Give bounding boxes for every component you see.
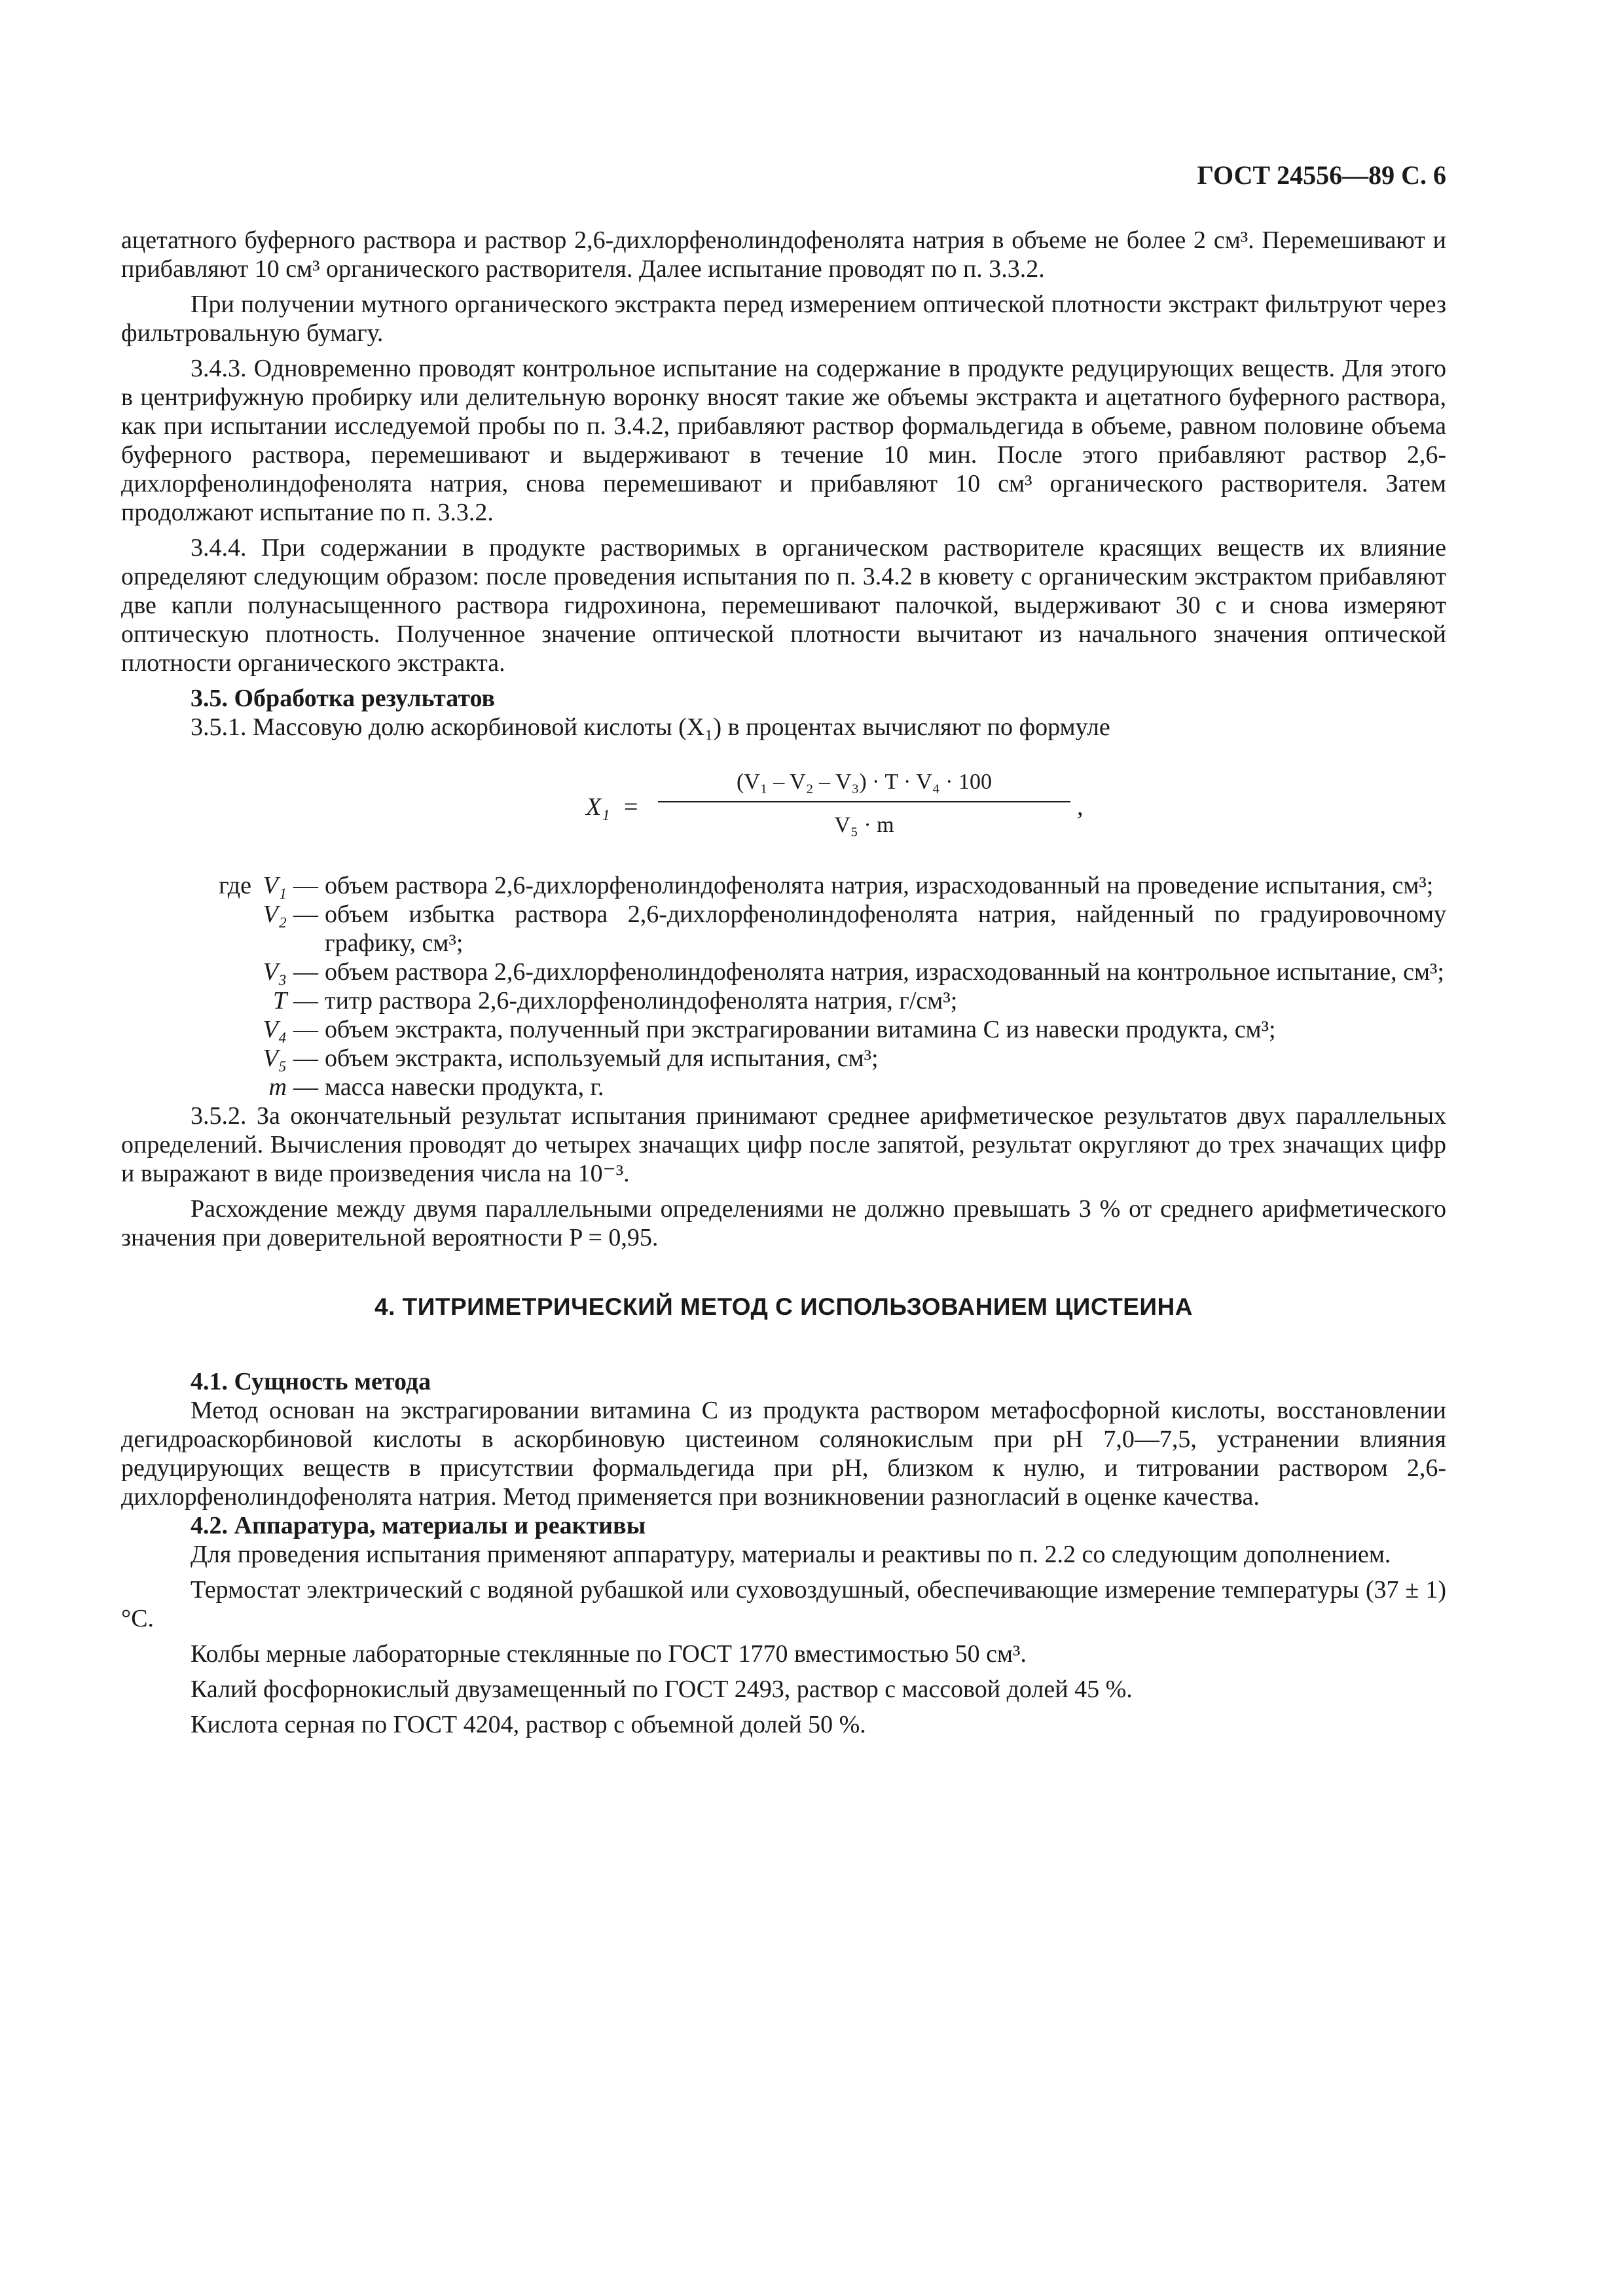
- paragraph: При получении мутного органического экстракта перед измерением оптической плотности экстракт фильтруют через фильтровальную бумагу.: [121, 291, 1446, 347]
- definition-row: [121, 958, 1446, 986]
- paragraph: Кислота серная по ГОСТ 4204, раствор с объемной долей 50 %.: [191, 1711, 866, 1738]
- document-body: [121, 226, 1446, 1739]
- definition-text: объем раствора 2,6-дихлорфенолиндофенолята натрия, израсходованный на контрольное испытание, см³;: [325, 958, 1444, 986]
- definition-row: [121, 871, 1446, 900]
- heading-4-2: 4.2. Аппаратура, материалы и реактивы: [191, 1512, 646, 1539]
- definition-row: [121, 1073, 1446, 1102]
- page-header: ГОСТ 24556—89 С. 6: [1197, 160, 1446, 190]
- formula-equals: =: [624, 793, 638, 821]
- paragraph: ацетатного буферного раствора и раствор 2,6-дихлорфенолиндофенолята натрия в объеме не более 2 см³. Перемешивают и прибавляют 10 см³ органического растворителя. Далее испытание проводят по п. 3.3.2.: [121, 226, 1446, 283]
- heading-3-5: 3.5. Обработка результатов: [191, 685, 496, 712]
- definition-dash: —: [293, 872, 318, 899]
- definition-row: [121, 986, 1446, 1015]
- clause-3-4-4: 3.4.4. При содержании в продукте растворимых в органическом растворителе красящих веществ их влияние определяют следующим образом: после проведения испытания по п. 3.4.2 в кювету с органическим экстрактом прибавляют две капли полунасыщенного раствора гидрохинона, перемешивают палочкой, выдерживают 30 с и снова измеряют оптическую плотность. Полученное значение оптической плотности вычитают из начального значения оптической плотности органического экстракта.: [121, 534, 1446, 677]
- definition-row: [121, 900, 1446, 958]
- formula-lhs: X₁: [586, 793, 610, 821]
- definition-dash: —: [293, 958, 318, 986]
- section-heading-4: 4. ТИТРИМЕТРИЧЕСКИЙ МЕТОД С ИСПОЛЬЗОВАНИЕМ ЦИСТЕИНА: [374, 1293, 1193, 1320]
- paragraph: Метод основан на экстрагировании витамина С из продукта раствором метафосфорной кислоты, восстановлении дегидроаскорбиновой кислоты в аскорбиновую цистеином солянокислым при рН 7,0—7,5, устранении влияния редуцирующих веществ в присутствии формальдегида при рН, близком к нулю, и титровании раствором 2,6-дихлорфенолиндофенолята натрия. Метод применяется при возникновении разногласий в оценке качества.: [121, 1397, 1446, 1511]
- definition-dash: —: [293, 987, 318, 1014]
- definition-lead: где: [219, 872, 251, 899]
- definition-symbol: m: [268, 1073, 287, 1101]
- fraction-bar: [658, 801, 1070, 802]
- clause-3-4-3: 3.4.3. Одновременно проводят контрольное испытание на содержание в продукте редуцирующих веществ. Для этого в центрифужную пробирку или делительную воронку вносят такие же объемы экстракта и ацетатного буферного раствора, как при испытании исследуемой пробы по п. 3.4.2, прибавляют раствор формальдегида в объеме, равном половине объема буферного раствора, перемешивают и выдерживают в течение 10 мин. После этого прибавляют раствор 2,6-дихлорфенолиндофенолята натрия, снова перемешивают и прибавляют 10 см³ органического растворителя. Затем продолжают испытание по п. 3.3.2.: [121, 355, 1446, 526]
- definition-symbol: T: [272, 987, 287, 1014]
- clause-3-5-1: 3.5.1. Массовую долю аскорбиновой кислоты (X₁) в процентах вычисляют по формуле: [191, 713, 1110, 741]
- definition-row: [121, 1044, 1446, 1073]
- definition-text: объем экстракта, используемый для испытания, см³;: [325, 1045, 879, 1072]
- definition-text: объем избытка раствора 2,6-дихлорфенолиндофенолята натрия, найденный по градуировочному графику, см³;: [325, 901, 1446, 957]
- clause-3-5-2: 3.5.2. За окончательный результат испытания принимают среднее арифметическое результатов двух параллельных определений. Вычисления проводят до четырех значащих цифр после запятой, результат округляют до трех значащих цифр и выражают в виде произведения числа на 10⁻³.: [121, 1102, 1446, 1187]
- paragraph: Калий фосфорнокислый двузамещенный по ГОСТ 2493, раствор с массовой долей 45 %.: [191, 1676, 1133, 1703]
- definition-row: [121, 1015, 1446, 1044]
- definition-text: титр раствора 2,6-дихлорфенолиндофенолята натрия, г/см³;: [325, 987, 958, 1014]
- paragraph: Расхождение между двумя параллельными определениями не должно превышать 3 % от среднего арифметического значения при доверительной вероятности P = 0,95.: [121, 1195, 1446, 1251]
- formula-trailing-comma: ,: [1077, 793, 1084, 821]
- variable-definitions: [121, 871, 1446, 1102]
- definition-dash: —: [293, 1073, 318, 1101]
- definition-dash: —: [293, 1016, 318, 1043]
- formula-denominator: V₅ · m: [834, 813, 894, 837]
- heading-4-1: 4.1. Сущность метода: [191, 1368, 431, 1395]
- definition-text: объем раствора 2,6-дихлорфенолиндофенолята натрия, израсходованный на проведение испытания, см³;: [325, 872, 1434, 899]
- definition-dash: —: [293, 901, 318, 928]
- paragraph: Колбы мерные лабораторные стеклянные по ГОСТ 1770 вместимостью 50 см³.: [191, 1640, 1027, 1668]
- definition-text: масса навески продукта, г.: [325, 1073, 604, 1101]
- definition-symbol: V₁: [263, 872, 287, 899]
- paragraph: Для проведения испытания применяют аппаратуру, материалы и реактивы по п. 2.2 со следующим дополнением.: [191, 1541, 1391, 1568]
- paragraph: Термостат электрический с водяной рубашкой или суховоздушный, обеспечивающие измерение температуры (37 ± 1)°С.: [121, 1576, 1446, 1632]
- definition-dash: —: [293, 1045, 318, 1072]
- definition-symbol: V₅: [263, 1045, 287, 1072]
- formula-numerator: (V₁ – V₂ – V₃) · T · V₄ · 100: [737, 770, 992, 794]
- definition-symbol: V₂: [263, 901, 287, 928]
- definition-symbol: V₃: [263, 958, 287, 986]
- definition-symbol: V₄: [263, 1016, 287, 1043]
- formula: [121, 756, 1446, 854]
- definition-text: объем экстракта, полученный при экстрагировании витамина С из навески продукта, см³;: [325, 1016, 1276, 1043]
